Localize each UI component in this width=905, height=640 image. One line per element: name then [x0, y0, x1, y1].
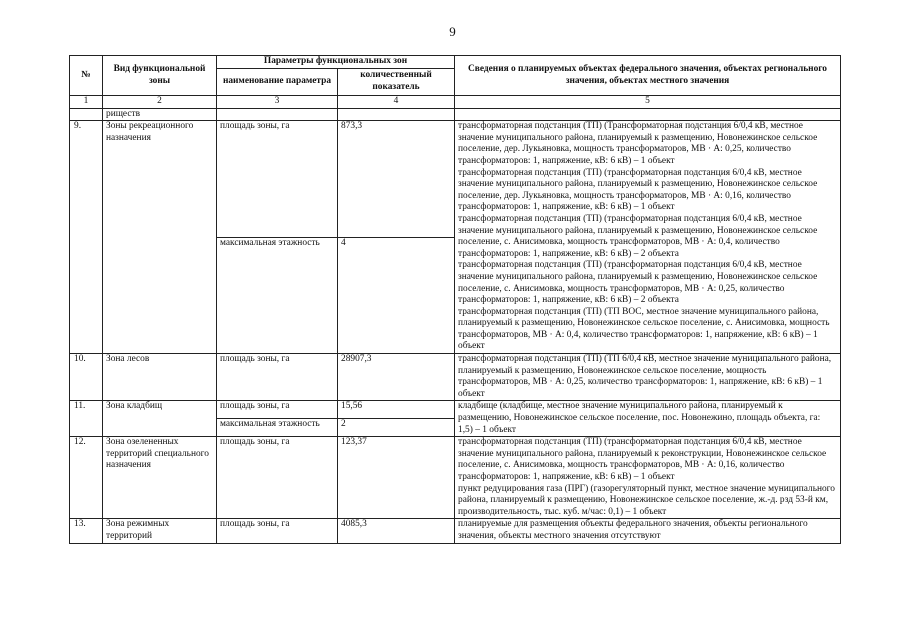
- header-number: №: [70, 56, 103, 96]
- table-row: [70, 437, 841, 519]
- object-entry: трансформаторная подстанция (ТП) (трансформаторная подстанция 6/0,4 кВ, местное значение муниципального района, планируемый к размещению, Новонежинское сельское поселение, с. Анисимовка, мощность трансформаторов, МВ · А: 0,4, количество трансформаторов: 1, напряжение, кВ: 6 кВ) – 2 объекта: [458, 213, 818, 259]
- header-param-name: наименование параметра: [217, 69, 338, 96]
- zone-name: Зона лесов: [103, 354, 217, 401]
- header-params-group: Параметры функциональных зон: [217, 56, 455, 69]
- object-entry: трансформаторная подстанция (ТП) (трансформаторная подстанция 6/0,4 кВ, местное значение муниципального района, планируемый к реконструкции, Новонежинское сельское поселение, с. Анисимовка, мощность трансформаторов, МВ · А: 0,16, количество трансформаторов: 1, напряжение, кВ: 6 кВ) – 1 объект: [458, 437, 827, 482]
- objects-cell: [455, 121, 841, 354]
- param-name: максимальная этажность: [217, 419, 338, 437]
- page-number: 9: [449, 24, 456, 39]
- param-name: площадь зоны, га: [217, 354, 338, 401]
- objects-cell: [455, 519, 841, 543]
- param-name: площадь зоны, га: [217, 437, 338, 519]
- param-name: площадь зоны, га: [217, 401, 338, 419]
- param-name: площадь зоны, га: [217, 519, 338, 543]
- row-number: 13.: [70, 519, 103, 543]
- column-number: 2: [103, 96, 217, 109]
- column-number: 3: [217, 96, 338, 109]
- param-value: 28907,3: [338, 354, 455, 401]
- row-number: 11.: [70, 401, 103, 437]
- row-number: 10.: [70, 354, 103, 401]
- param-value: 123,37: [338, 437, 455, 519]
- object-entry: планируемые для размещения объекты федерального значения, объекты регионального значения, объекты местного значения отсутствуют: [458, 519, 808, 541]
- param-value: 873,3: [338, 121, 455, 237]
- object-entry: трансформаторная подстанция (ТП) (ТП ВОС, местное значение муниципального района, планируемый к размещению, Новонежинское сельское поселение, с. Анисимовка, мощность трансформаторов, МВ · А: 0,4, количество трансформаторов: 1, напряжение, кВ: 6 кВ) – 1 объект: [458, 306, 830, 352]
- table-row: [70, 354, 841, 401]
- table-row: [70, 401, 841, 419]
- object-entry: трансформаторная подстанция (ТП) (трансформаторная подстанция 6/0,4 кВ, местное значение муниципального района, планируемый к размещению, Новонежинское сельское поселение, дер. Лукьяновка, мощность трансформаторов, МВ · А: 0,16, количество трансформаторов: 1, напряжение, кВ: 6 кВ) – 1 объект: [458, 167, 818, 213]
- header-objects: Сведения о планируемых объектах федерального значения, объектах регионального значения, объектах местного значения: [455, 56, 841, 96]
- table-row: [70, 121, 841, 237]
- column-numbers-row: [70, 96, 841, 109]
- objects-cell: [455, 437, 841, 519]
- zone-name: Зона кладбищ: [103, 401, 217, 437]
- param-value: 4085,3: [338, 519, 455, 543]
- row-number: 9.: [70, 121, 103, 354]
- object-entry: кладбище (кладбище, местное значение муниципального района, планируемый к размещению, Новонежинское сельское поселение, пос. Новонежино, площадь объекта, га: 1,5) – 1 объект: [458, 401, 821, 435]
- functional-zones-table: [69, 55, 841, 544]
- column-number: 1: [70, 96, 103, 109]
- header-param-value: количественный показатель: [338, 69, 455, 96]
- zone-name: Зона режимных территорий: [103, 519, 217, 543]
- object-entry: пункт редуцирования газа (ПРГ) (газорегуляторный пункт, местное значение муниципального района, планируемый к размещению, Новонежинское сельское поселение, ж.-д. рзд 53-й км, производительность, тыс. куб. м/час: 0,1) – 1 объект: [458, 483, 835, 517]
- column-number: 4: [338, 96, 455, 109]
- param-name: максимальная этажность: [217, 237, 338, 353]
- continuation-row: [70, 108, 841, 121]
- zone-name: Зоны рекреационного назначения: [103, 121, 217, 354]
- object-entry: трансформаторная подстанция (ТП) (Трансформаторная подстанция 6/0,4 кВ, местное значение муниципального района, планируемый к размещению, Новонежинское сельское поселение, дер. Лукьяновка, мощность трансформаторов, МВ · А: 0,25, количество трансформаторов: 1, напряжение, кВ: 6 кВ) – 1 объект: [458, 121, 818, 166]
- objects-cell: [455, 401, 841, 437]
- row-number: 12.: [70, 437, 103, 519]
- param-name: площадь зоны, га: [217, 121, 338, 237]
- continuation-text: риществ: [103, 108, 217, 121]
- object-entry: трансформаторная подстанция (ТП) (ТП 6/0,4 кВ, местное значение муниципального района, планируемый к размещению, Новонежинское сельское поселение, мощность трансформаторов, МВ · А: 0,25, количество трансформаторов: 1, напряжение, кВ: 6 кВ) – 1 объект: [458, 354, 832, 399]
- param-value: 4: [338, 237, 455, 353]
- table-row: [70, 519, 841, 543]
- zone-name: Зона озелененных территорий специального назначения: [103, 437, 217, 519]
- param-value: 15,56: [338, 401, 455, 419]
- param-value: 2: [338, 419, 455, 437]
- objects-cell: [455, 354, 841, 401]
- object-entry: трансформаторная подстанция (ТП) (трансформаторная подстанция 6/0,4 кВ, местное значение муниципального района, планируемый к размещению, Новонежинское сельское поселение, с. Анисимовка, мощность трансформаторов, МВ · А: 0,25, количество трансформаторов: 1, напряжение, кВ: 6 кВ) – 2 объекта: [458, 260, 818, 306]
- header-zone-type: Вид функциональной зоны: [103, 56, 217, 96]
- column-number: 5: [455, 96, 841, 109]
